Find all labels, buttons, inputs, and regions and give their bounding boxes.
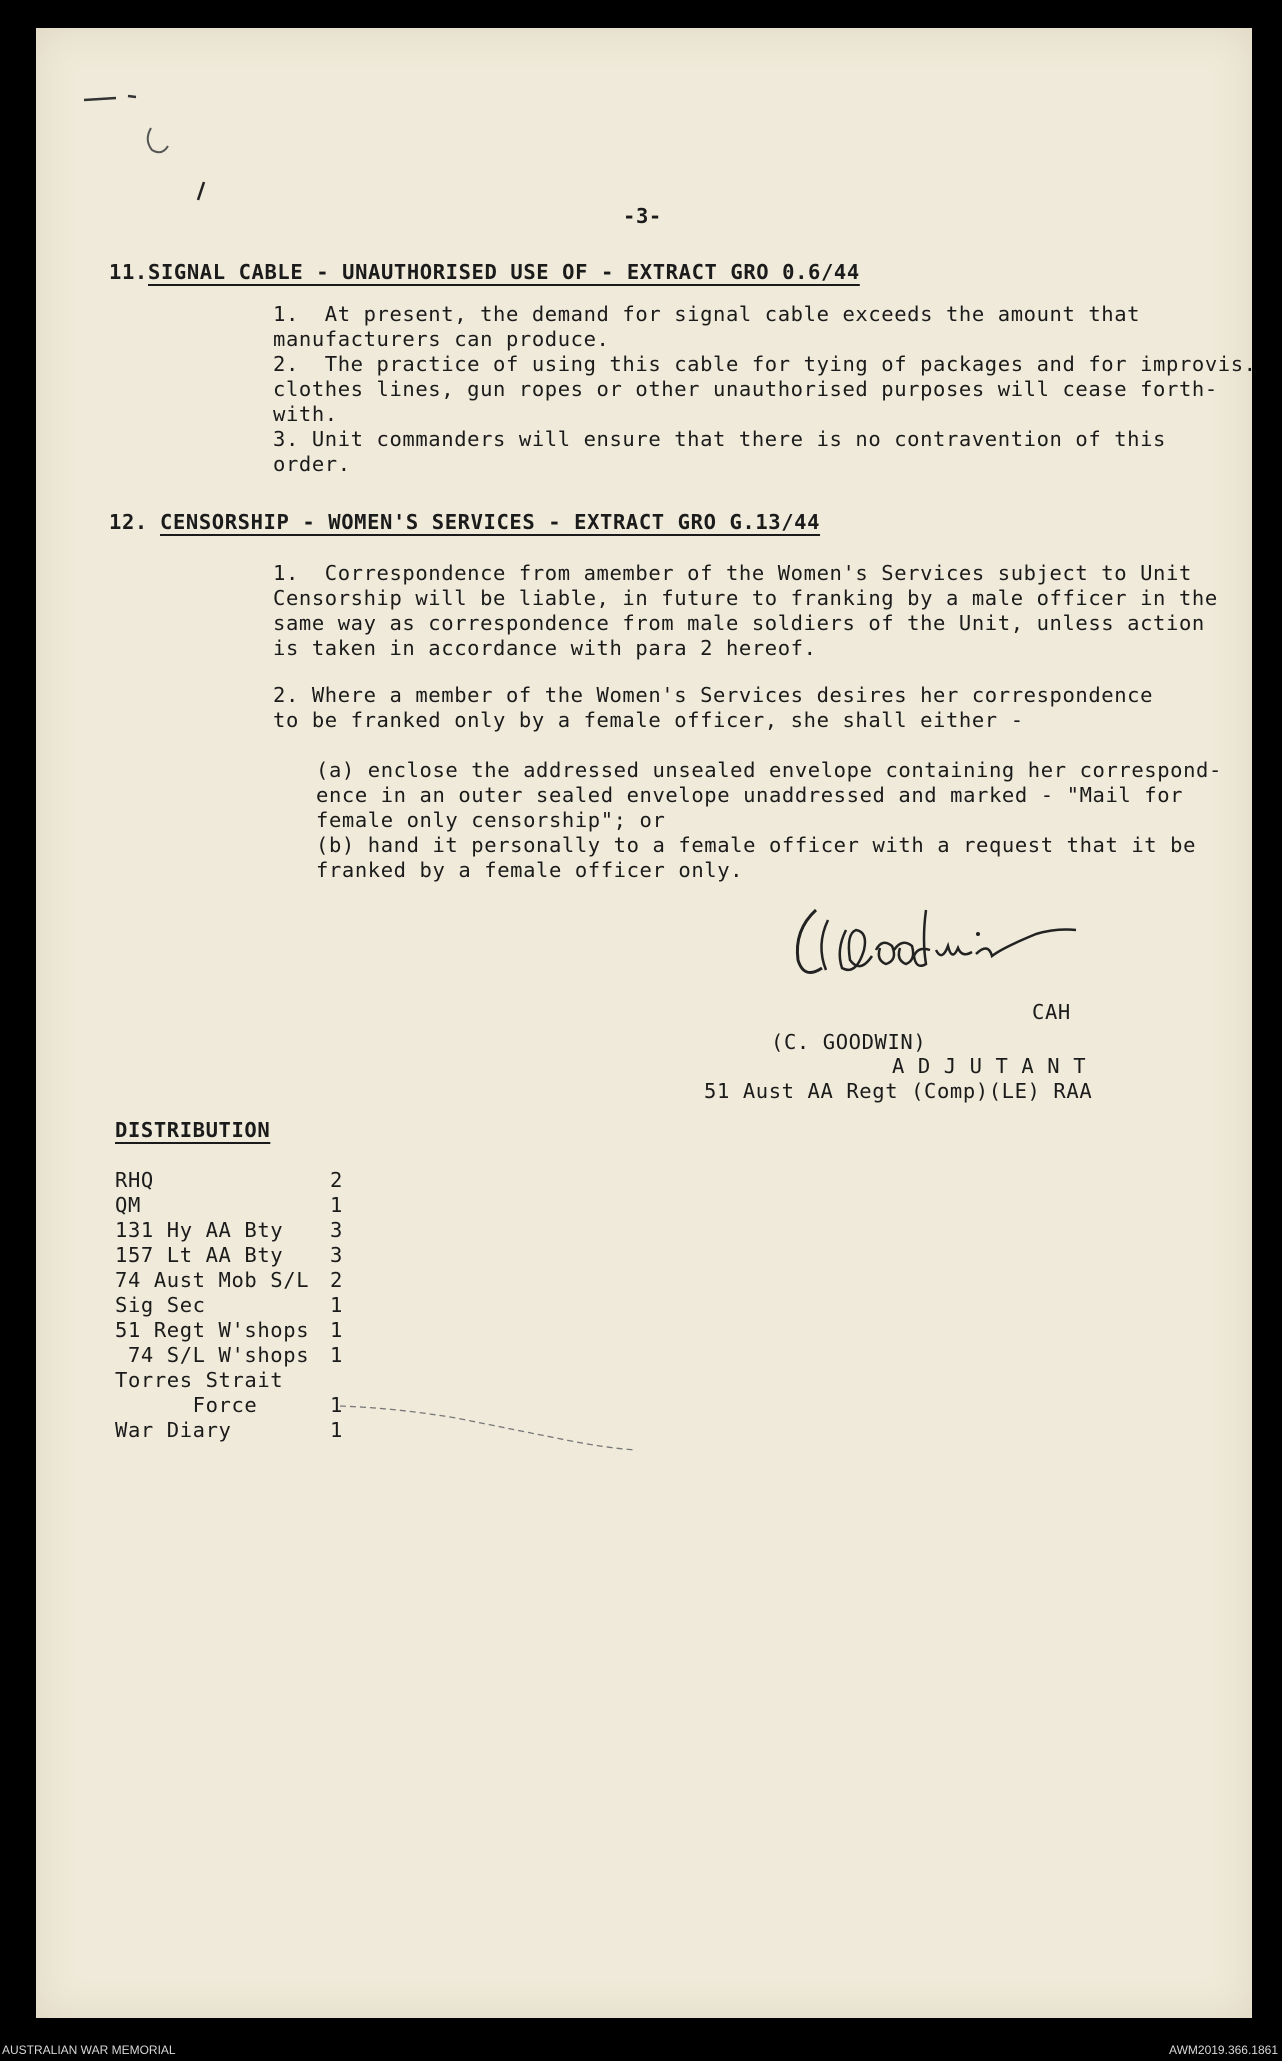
- s12-para2-line: 2. Where a member of the Women's Services desires her correspondence: [273, 683, 1154, 707]
- s12-para1-line: same way as correspondence from male soldiers of the Unit, unless action: [273, 611, 1205, 635]
- section-11-heading: SIGNAL CABLE - UNAUTHORISED USE OF - EXTRACT GRO 0.6/44: [148, 260, 860, 284]
- s12-subitem-line: (a) enclose the addressed unsealed envelope containing her correspond-: [316, 758, 1222, 782]
- distribution-row-name: 74 S/L W'shops: [115, 1343, 310, 1367]
- s12-para1-line: is taken in accordance with para 2 hereof.: [273, 636, 817, 660]
- distribution-row-count: 2: [330, 1168, 343, 1192]
- handwritten-signature: [776, 890, 1096, 1000]
- pencil-stroke: [336, 1368, 656, 1458]
- s11-line: 2. The practice of using this cable for tying of packages and for improvis.: [273, 352, 1257, 376]
- footer-right: AWM2019.366.1861: [1169, 2043, 1278, 2057]
- distribution-row-count: 1: [330, 1418, 343, 1442]
- s12-para1-line: 1. Correspondence from amember of the Women's Services subject to Unit: [273, 561, 1192, 585]
- section-11-number: 11.: [109, 260, 148, 284]
- distribution-row-name: 157 Lt AA Bty: [115, 1243, 284, 1267]
- s11-line: clothes lines, gun ropes or other unauthorised purposes will cease forth-: [273, 377, 1218, 401]
- distribution-row-count: 1: [330, 1318, 343, 1342]
- s12-subitem-line: franked by a female officer only.: [316, 858, 744, 882]
- s11-line: 3. Unit commanders will ensure that there is no contravention of this: [273, 427, 1167, 451]
- s11-line: manufacturers can produce.: [273, 327, 610, 351]
- signatory-unit: 51 Aust AA Regt (Comp)(LE) RAA: [704, 1079, 1093, 1103]
- paper-marks: [76, 58, 226, 208]
- signatory-name: (C. GOODWIN): [771, 1030, 927, 1054]
- s12-subitem-line: (b) hand it personally to a female officer with a request that it be: [316, 833, 1197, 857]
- distribution-row-name: Torres Strait: [115, 1368, 284, 1392]
- signature-initials: CAH: [1032, 1000, 1071, 1024]
- distribution-row-name: Force: [115, 1393, 258, 1417]
- s12-subitem-line: ence in an outer sealed envelope unaddressed and marked - "Mail for: [316, 783, 1184, 807]
- s11-line: with.: [273, 402, 338, 426]
- distribution-row-name: War Diary: [115, 1418, 232, 1442]
- distribution-row-name: QM: [115, 1193, 141, 1217]
- distribution-heading: DISTRIBUTION: [115, 1118, 271, 1142]
- distribution-row-count: 2: [330, 1268, 343, 1292]
- distribution-row-count: 1: [330, 1343, 343, 1367]
- s12-para1-line: Censorship will be liable, in future to franking by a male officer in the: [273, 586, 1218, 610]
- page-number: -3-: [623, 204, 662, 228]
- distribution-row-count: 1: [330, 1293, 343, 1317]
- section-12-heading: CENSORSHIP - WOMEN'S SERVICES - EXTRACT GRO G.13/44: [160, 510, 821, 534]
- s12-para2-line: to be franked only by a female officer, she shall either -: [273, 708, 1024, 732]
- s11-line: 1. At present, the demand for signal cable exceeds the amount that: [273, 302, 1141, 326]
- distribution-row-count: 3: [330, 1218, 343, 1242]
- document-page: [36, 28, 1257, 2018]
- s12-subitem-line: female only censorship"; or: [316, 808, 666, 832]
- distribution-row-count: 3: [330, 1243, 343, 1267]
- distribution-row-count: 1: [330, 1393, 343, 1417]
- footer-left: AUSTRALIAN WAR MEMORIAL: [2, 2043, 176, 2057]
- signatory-title: A D J U T A N T: [892, 1054, 1087, 1078]
- distribution-row-name: 131 Hy AA Bty: [115, 1218, 284, 1242]
- distribution-row-name: Sig Sec: [115, 1293, 206, 1317]
- distribution-row-name: RHQ: [115, 1168, 154, 1192]
- distribution-row-name: 51 Regt W'shops: [115, 1318, 310, 1342]
- distribution-row-name: 74 Aust Mob S/L: [115, 1268, 310, 1292]
- distribution-row-count: 1: [330, 1193, 343, 1217]
- s11-line: order.: [273, 452, 351, 476]
- section-12-number: 12.: [109, 510, 148, 534]
